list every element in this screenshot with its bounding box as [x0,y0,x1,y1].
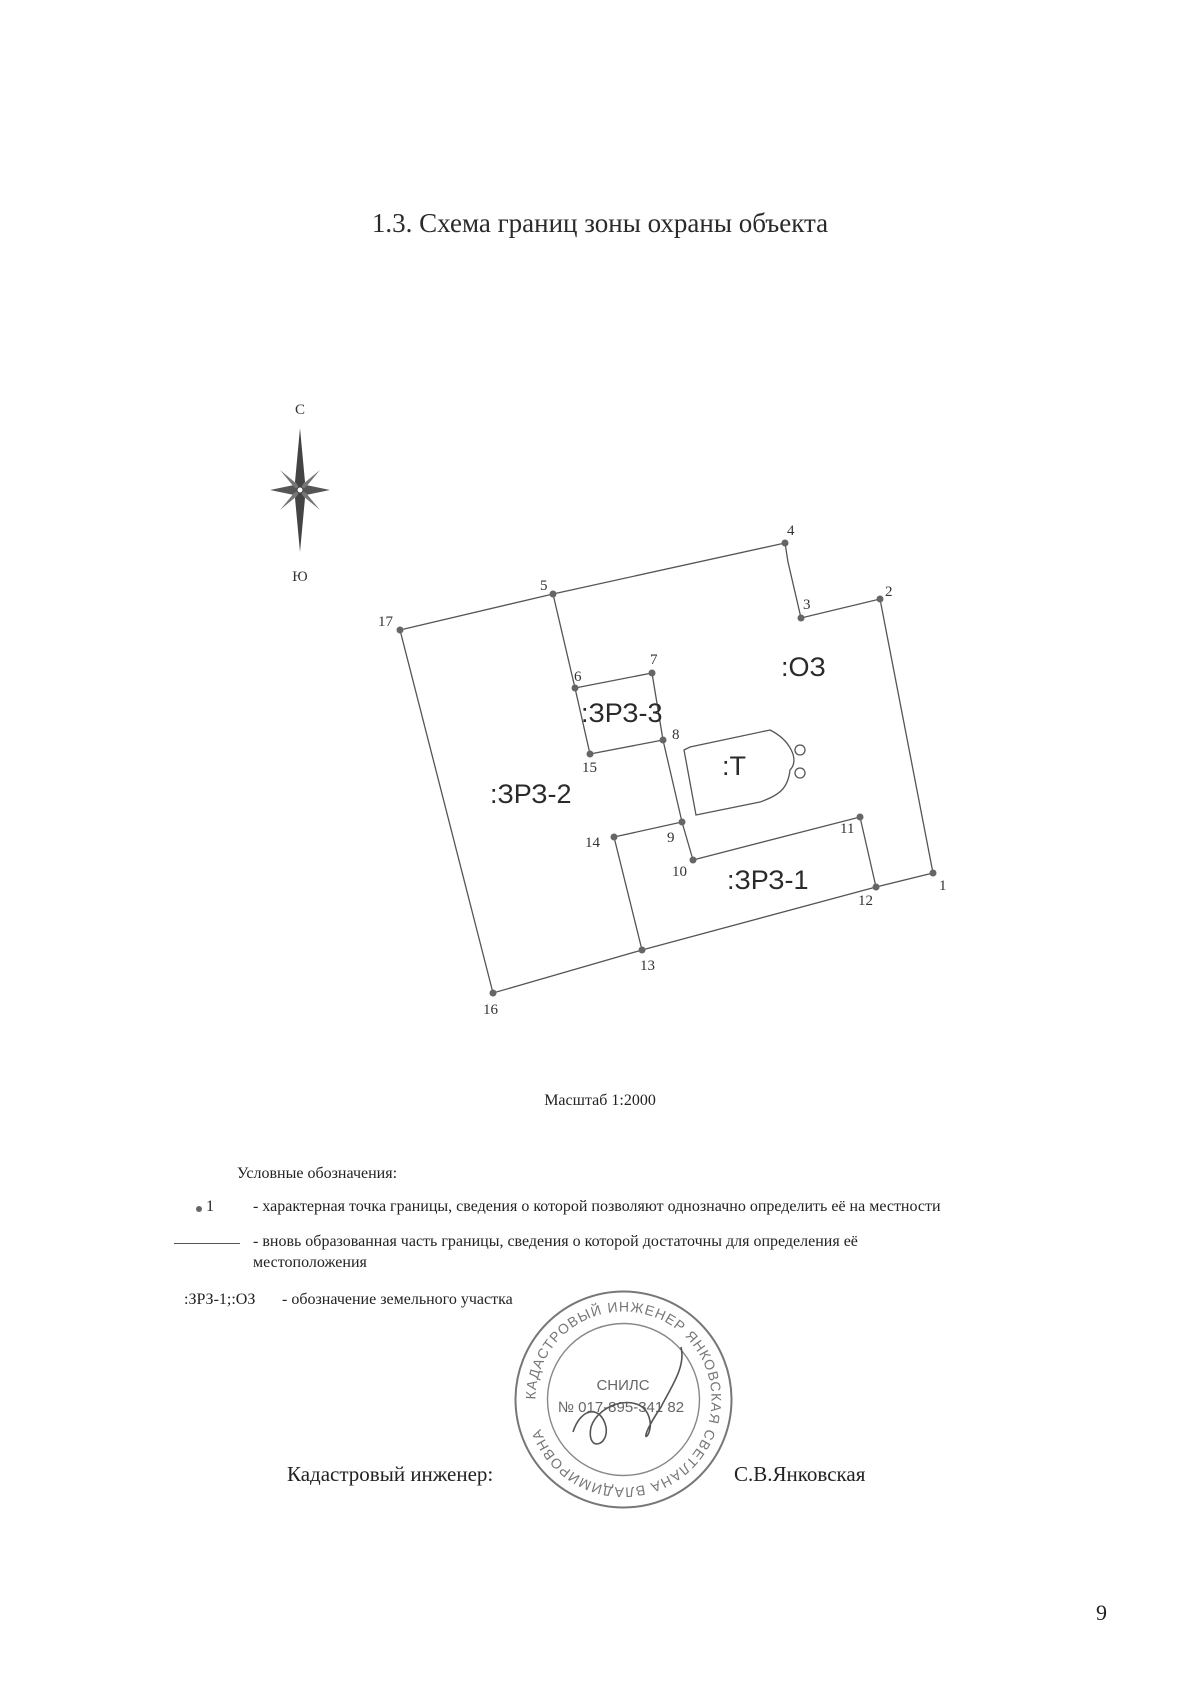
legend-line-description-cont: местоположения [253,1254,367,1271]
point-label-11: 11 [840,821,855,837]
boundary-lines [400,543,933,993]
signature-role: Кадастровый инженер: [287,1462,494,1486]
point-15 [587,751,594,758]
point-5 [550,591,557,598]
zone-label-t: :Т [722,751,746,781]
point-label-16: 16 [483,1002,498,1018]
compass-north-label: С [294,402,306,418]
legend-point-sample: 1 [206,1198,214,1215]
point-16 [490,990,497,997]
legend-line-description: - вновь образованная часть границы, сведения о которой достаточны для определения её [253,1233,858,1250]
signature-name: С.В.Янковская [734,1462,866,1486]
zone-label-zrz3: :ЗРЗ-3 [581,698,663,728]
zone-label-oz: :ОЗ [781,652,826,682]
point-label-7: 7 [650,652,658,668]
legend-line-icon [174,1243,240,1244]
point-label-8: 8 [672,727,680,743]
point-8 [660,737,667,744]
point-label-2: 2 [885,584,893,600]
legend-title: Условные обозначения: [237,1165,398,1182]
point-label-3: 3 [803,597,811,613]
point-10 [690,857,697,864]
point-7 [649,670,656,677]
point-14 [611,834,618,841]
point-9 [679,819,686,826]
seal-snils-number: № 017-895-341 82 [557,1399,685,1416]
point-label-14: 14 [585,835,600,851]
zone-label-zrz2: :ЗРЗ-2 [490,779,572,809]
point-12 [873,884,880,891]
seal-ring-text: КАДАСТРОВЫЙ ИНЖЕНЕР ЯНКОВСКАЯ СВЕТЛАНА ВЛАДИМИРОВНА [522,1298,725,1501]
point-1 [930,870,937,877]
compass-south-label: Ю [292,569,308,585]
point-label-17: 17 [378,614,393,630]
boundary-points [397,540,937,997]
page-title: 1.3. Схема границ зоны охраны объекта [371,208,829,238]
point-6 [572,685,579,692]
legend-point-description: - характерная точка границы, сведения о которой позволяют однозначно определить её на местности [253,1198,941,1215]
point-13 [639,947,646,954]
point-label-6: 6 [574,669,582,685]
page-number: 9 [1096,1600,1107,1625]
point-label-9: 9 [667,830,675,846]
legend-parcel-sample: :ЗРЗ-1;:ОЗ [184,1291,256,1308]
point-17 [397,627,404,634]
point-label-13: 13 [640,958,655,974]
engineer-seal-stamp [511,1287,736,1512]
point-label-5: 5 [540,578,548,594]
scale-label: Масштаб 1:2000 [544,1092,656,1109]
handwritten-signature [573,1347,682,1444]
point-4 [782,540,789,547]
compass-rose-icon [270,428,330,552]
legend-point-dot-icon [196,1206,202,1212]
point-3 [798,615,805,622]
zone-label-zrz1: :ЗРЗ-1 [727,865,809,895]
legend-parcel-description: - обозначение земельного участка [282,1291,513,1308]
point-2 [877,596,884,603]
point-label-12: 12 [858,893,873,909]
point-label-1: 1 [939,878,947,894]
point-label-15: 15 [582,760,597,776]
point-label-10: 10 [672,864,687,880]
point-label-4: 4 [787,523,795,539]
point-11 [857,814,864,821]
seal-snils-label: СНИЛС [596,1377,650,1394]
